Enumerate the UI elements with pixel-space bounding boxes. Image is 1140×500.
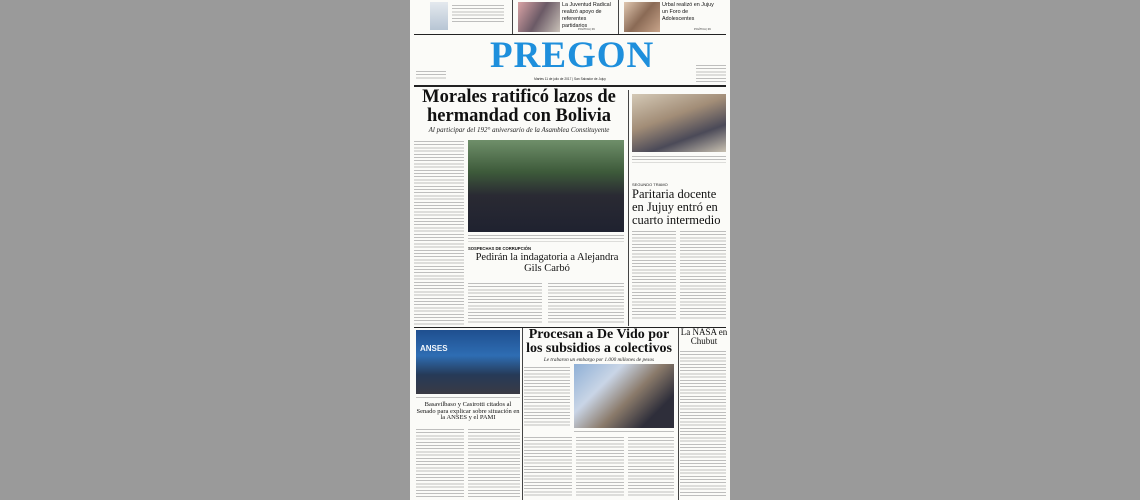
bottom-center-body-2 [576, 436, 624, 498]
feature-kicker: SEGUNDO TRAMO [632, 182, 668, 187]
lead-subhead: Al participar del 192° aniversario de la Asamblea Constituyente [428, 126, 610, 134]
lead-headline: Morales ratificó lazos de hermandad con Bolivia [422, 87, 616, 126]
bottom-center-body-1 [524, 436, 572, 498]
feature-headline: Paritaria docente en Jujuy entró en cuarto intermedio [632, 187, 721, 227]
bottom-center-intro [524, 366, 570, 428]
dateline: Martes 11 de julio de 2017 | San Salvador de Jujuy [534, 77, 606, 81]
feature-body-left [632, 230, 676, 320]
bottom-left-photo [416, 330, 520, 394]
middle-headline: Pedirán la indagatoria a Alejandra Gils Carbó [475, 252, 619, 274]
teaser-thumb-1 [430, 2, 448, 30]
masthead-right-info [696, 64, 726, 84]
teaser-text-1 [452, 4, 504, 24]
bottom-center-caption [574, 430, 674, 434]
bottom-left-body-2 [468, 428, 520, 498]
bottom-center-body-3 [628, 436, 674, 498]
bottom-center-subhead: Le trabaron un embargo por 1.000 millones de pesos [543, 357, 655, 363]
feature-photo [632, 94, 726, 152]
bottom-center-photo [574, 364, 674, 428]
feature-caption [632, 155, 726, 163]
teaser-section-3: POLÍTICA | 09 [694, 28, 711, 31]
masthead-logo: PREGON [490, 35, 655, 76]
bottom-left-headline: Basavilbaso y Casirotti citados al Senado para explicar sobre situación en la ANSES y el PAMI [416, 401, 520, 422]
feature-body-right [680, 230, 726, 320]
lead-photo-caption [468, 234, 624, 242]
bottom-right-body [680, 350, 726, 498]
anses-banner: ANSES [420, 344, 448, 353]
middle-body-right [548, 282, 624, 324]
teaser-photo-3 [624, 2, 660, 32]
masthead-left-info [416, 70, 446, 80]
bottom-left-caption [416, 396, 520, 400]
bottom-right-headline: La NASA en Chubut [680, 327, 728, 347]
teaser-photo-2 [518, 2, 560, 32]
newspaper-front-page [410, 0, 730, 500]
teaser-section-2: POLÍTICA | 09 [578, 28, 595, 31]
middle-kicker: SOSPECHAS DE CORRUPCIÓN [468, 246, 532, 251]
teaser-title-2: La Juventud Radical realizó apoyo de referentes partidarios [562, 2, 611, 29]
teaser-title-3: Urbal realizó en Jujuy un Foro de Adolescentes [662, 2, 714, 22]
middle-body-left [468, 282, 542, 324]
lead-photo [468, 140, 624, 232]
bottom-left-body-1 [416, 428, 464, 498]
lead-body-column [414, 140, 464, 325]
bottom-center-headline: Procesan a De Vido por los subsidios a colectivos [526, 327, 672, 357]
